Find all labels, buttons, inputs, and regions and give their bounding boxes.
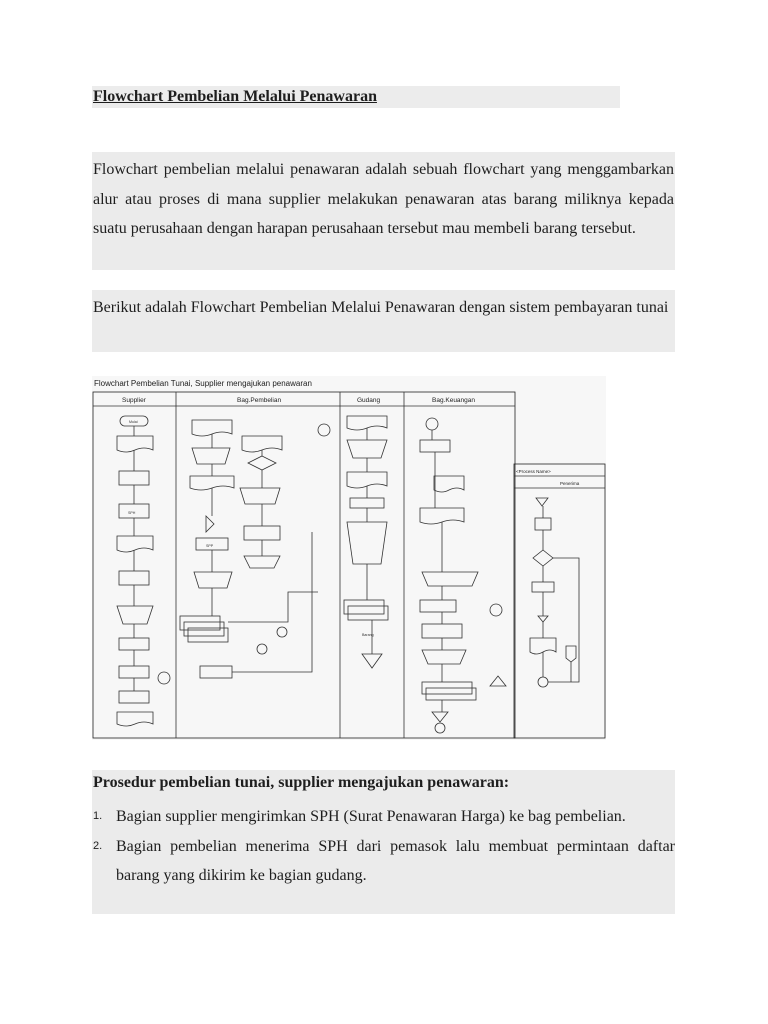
lane-supplier: Supplier <box>122 397 146 404</box>
list-item <box>92 802 675 832</box>
lead-paragraph: Berikut adalah Flowchart Pembelian Melalui Penawaran dengan sistem pembayaran tunai <box>93 299 669 316</box>
document-title: Flowchart Pembelian Melalui Penawaran <box>93 88 377 105</box>
lane-pembelian: Bag.Pembelian <box>237 397 282 404</box>
figure-title: Flowchart Pembelian Tunai, Supplier mengajukan penawaran <box>94 379 312 388</box>
lane-keuangan: Bag.Keuangan <box>432 397 476 404</box>
list-number: 1. <box>93 810 103 822</box>
sph-label: SPH <box>128 511 136 515</box>
flowchart-diagram <box>92 376 606 740</box>
list-item <box>92 832 675 891</box>
flowchart-figure <box>92 376 606 740</box>
lane-gudang: Gudang <box>357 397 381 404</box>
list-number: 2. <box>93 839 103 852</box>
list-text: Bagian supplier mengirimkan SPH (Surat Penawaran Harga) ke bag pembelian. <box>116 808 626 825</box>
intro-paragraph: Flowchart pembelian melalui penawaran adalah sebuah flowchart yang menggambarkan alur atau proses di mana supplier melakukan penawaran atas barang miliknya kepada suatu perusahaan dengan harapan perusahaan tersebut mau membeli barang tersebut. <box>93 161 674 237</box>
section-heading: Prosedur pembelian tunai, supplier mengajukan penawaran: <box>93 774 510 791</box>
barang-label: Barang <box>362 633 374 637</box>
list-text: Bagian pembelian menerima SPH dari pemasok lalu membuat permintaan daftar barang yang dikirim ke bagian gudang. <box>116 837 675 884</box>
inset-title: <Process Name> <box>516 469 551 474</box>
inset-lane: Penerima <box>560 481 580 486</box>
procedure-list <box>92 802 675 891</box>
spp-label: SPP <box>206 544 214 548</box>
start-label: Mulai <box>129 420 138 424</box>
